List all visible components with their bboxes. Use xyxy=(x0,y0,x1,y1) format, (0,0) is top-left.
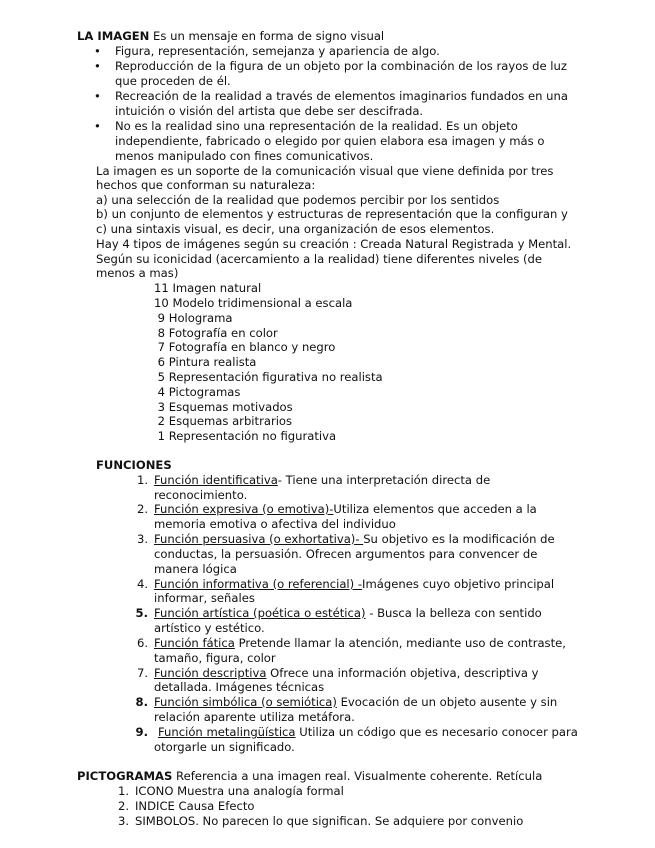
iconicity-level: 10 Modelo tridimensional a escala xyxy=(154,296,353,310)
list-number: 3. xyxy=(117,814,129,828)
iconicity-level: 8 Fotografía en color xyxy=(154,326,278,340)
funcion-title: Función simbólica (o semiótica) xyxy=(154,695,337,709)
funcion-title: Función expresiva (o emotiva)- xyxy=(154,502,334,516)
list-number: 4. xyxy=(136,577,148,591)
iconicity-level: 4 Pictogramas xyxy=(154,385,241,399)
funcion-desc: Su objetivo es la modificación de xyxy=(363,532,555,546)
bullet-line: Figura, representación, semejanza y apariencia de algo. xyxy=(115,44,440,58)
pictogramas-definition: Referencia a una imagen real. Visualmente coherente. Retícula xyxy=(172,769,543,783)
funcion-desc: Utiliza un código que es necesario conocer para xyxy=(295,725,578,739)
funcion-cont: informar, señales xyxy=(154,591,255,605)
funcion-item xyxy=(158,725,578,740)
imagen-heading: LA IMAGEN xyxy=(77,29,150,43)
iconicity-level: 3 Esquemas motivados xyxy=(154,400,293,414)
list-number: 8. xyxy=(135,695,148,709)
list-number: 2. xyxy=(136,502,148,516)
funcion-title: Función artística (poética o estética) xyxy=(154,606,366,620)
list-number: 1. xyxy=(136,473,148,487)
pictogramas-heading: PICTOGRAMAS xyxy=(77,769,173,783)
bullet-line: Reproducción de la figura de un objeto por la combinación de los rayos de luz xyxy=(115,59,567,73)
funcion-cont: artístico y estético. xyxy=(154,621,265,635)
funcion-desc: Ofrece una información objetiva, descriptiva y xyxy=(266,666,539,680)
funcion-desc: - Busca la belleza con sentido xyxy=(365,606,542,620)
paragraph-line: Según su iconicidad (acercamiento a la realidad) tiene diferentes niveles (de xyxy=(96,252,543,266)
imagen-definition: Es un mensaje en forma de signo visual xyxy=(149,29,385,43)
paragraph-line: b) un conjunto de elementos y estructuras de representación que la configuran y xyxy=(96,207,568,221)
funcion-title: Función descriptiva xyxy=(154,666,267,680)
list-number: 9. xyxy=(135,725,148,739)
list-number: 5. xyxy=(135,606,148,620)
funcion-item xyxy=(154,473,490,488)
funcion-item xyxy=(154,606,542,621)
funcion-desc: Imágenes cuyo objetivo principal xyxy=(362,577,555,591)
funcion-desc: Utiliza elementos que acceden a la xyxy=(333,502,537,516)
funcion-cont: memoria emotiva o afectiva del individuo xyxy=(154,517,396,531)
funcion-desc: - Tiene una interpretación directa de xyxy=(277,473,491,487)
funcion-cont: conductas, la persuasión. Ofrecen argumentos para convencer de xyxy=(154,547,538,561)
funcion-cont: tamaño, figura, color xyxy=(154,651,276,665)
iconicity-level: 7 Fotografía en blanco y negro xyxy=(154,340,336,354)
funcion-title: Función fática xyxy=(154,636,235,650)
funciones-heading: FUNCIONES xyxy=(96,458,172,472)
bullet-icon: • xyxy=(94,59,101,73)
iconicity-level: 2 Esquemas arbitrarios xyxy=(154,414,293,428)
funcion-item xyxy=(154,666,539,681)
bullet-line: Recreación de la realidad a través de elementos imaginarios fundados en una xyxy=(115,89,568,103)
paragraph-line: hechos que conforman su naturaleza: xyxy=(96,178,316,192)
funcion-cont: detallada. Imágenes técnicas xyxy=(154,680,325,694)
bullet-icon: • xyxy=(94,119,101,133)
funcion-item xyxy=(154,636,566,651)
iconicity-level: 1 Representación no figurativa xyxy=(154,429,337,443)
iconicity-level: 11 Imagen natural xyxy=(154,281,262,295)
pictograma-item: INDICE Causa Efecto xyxy=(135,799,255,813)
paragraph-line: La imagen es un soporte de la comunicación visual que viene definida por tres xyxy=(96,164,554,178)
list-number: 2. xyxy=(117,799,129,813)
bullet-line: No es la realidad sino una representación de la realidad. Es un objeto xyxy=(115,119,518,133)
bullet-line: independiente, fabricado o elegido por quien elabora esa imagen y más o xyxy=(115,134,545,148)
funcion-item xyxy=(154,502,537,517)
bullet-icon: • xyxy=(94,89,101,103)
pictogramas-heading-line xyxy=(77,769,542,784)
funcion-item xyxy=(154,695,557,710)
funcion-item xyxy=(154,577,554,592)
paragraph-line: a) una selección de la realidad que podemos percibir por los sentidos xyxy=(96,193,500,207)
funcion-cont: reconocimiento. xyxy=(154,488,248,502)
iconicity-level: 9 Holograma xyxy=(154,311,233,325)
funcion-cont: manera lógica xyxy=(154,562,237,576)
funcion-title: Función identificativa xyxy=(154,473,278,487)
iconicity-level: 5 Representación figurativa no realista xyxy=(154,370,383,384)
bullet-line: intuición o visión del artista que debe ser descifrada. xyxy=(115,104,424,118)
list-number: 1. xyxy=(117,784,129,798)
list-number: 7. xyxy=(136,666,148,680)
paragraph-line: Hay 4 tipos de imágenes según su creación : Creada Natural Registrada y Mental. xyxy=(96,237,572,251)
iconicity-level: 6 Pintura realista xyxy=(154,355,257,369)
bullet-icon: • xyxy=(94,44,101,58)
imagen-heading-line xyxy=(77,29,384,44)
bullet-line: menos manipulado con fines comunicativos. xyxy=(115,149,374,163)
funcion-title: Función persuasiva (o exhortativa)- xyxy=(154,532,364,546)
funcion-title: Función metalingüística xyxy=(158,725,296,739)
paragraph-line: menos a mas) xyxy=(96,266,179,280)
funcion-cont: otorgarle un significado. xyxy=(154,740,295,754)
pictograma-item: ICONO Muestra una analogía formal xyxy=(135,784,344,798)
funcion-desc: Evocación de un objeto ausente y sin xyxy=(336,695,558,709)
funcion-item xyxy=(154,532,555,547)
bullet-line: que proceden de él. xyxy=(115,74,231,88)
paragraph-line: c) una sintaxis visual, es decir, una organización de esos elementos. xyxy=(96,222,495,236)
funcion-title: Función informativa (o referencial) - xyxy=(154,577,363,591)
list-number: 6. xyxy=(136,636,148,650)
pictograma-item: SIMBOLOS. No parecen lo que significan. Se adquiere por convenio xyxy=(135,814,524,828)
funcion-desc: Pretende llamar la atención, mediante uso de contraste, xyxy=(234,636,566,650)
funcion-cont: relación aparente utiliza metáfora. xyxy=(154,710,355,724)
list-number: 3. xyxy=(136,532,148,546)
